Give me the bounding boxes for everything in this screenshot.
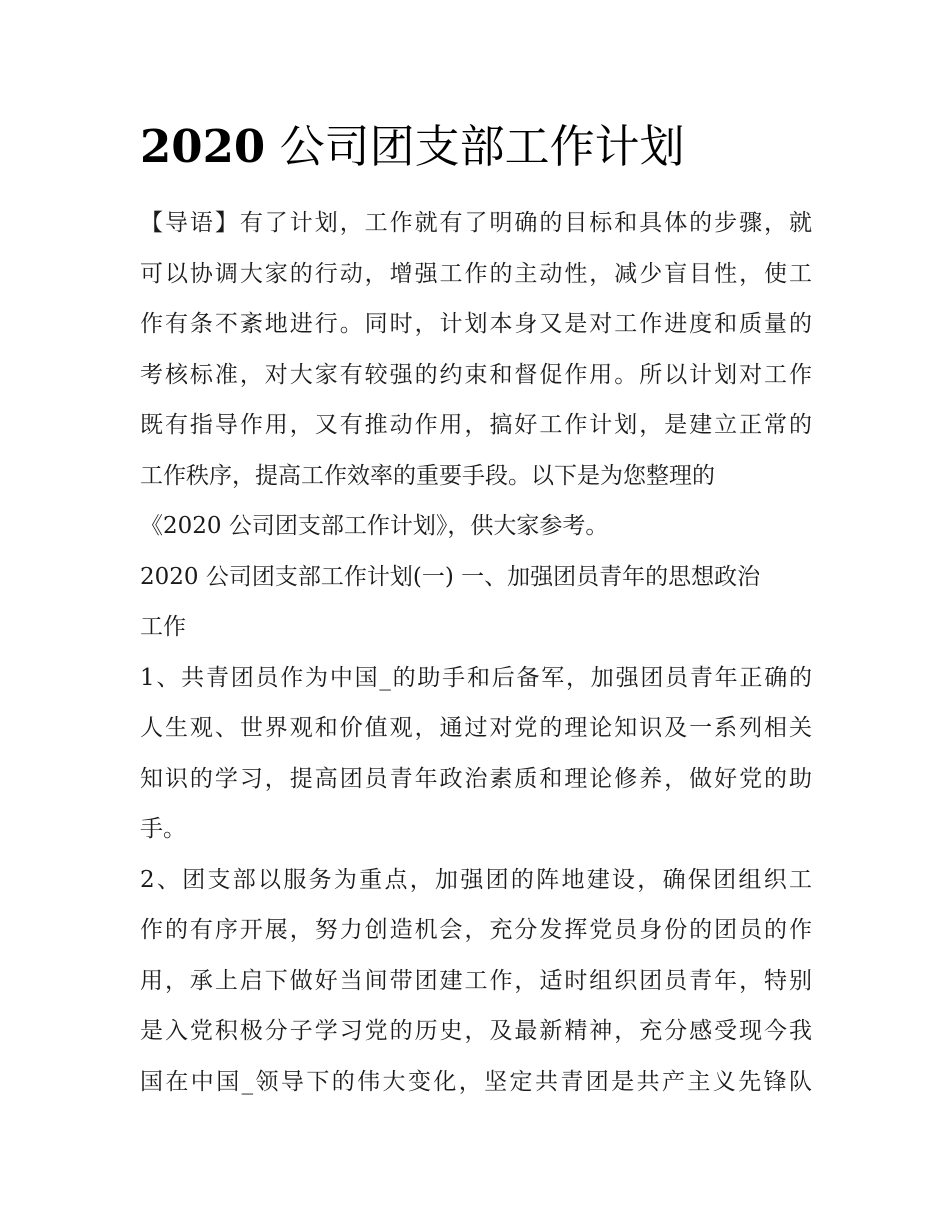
body-line: 既有指导作用，又有推动作用，搞好工作计划，是建立正常的 xyxy=(140,412,812,438)
title-text: 公司团支部工作计划 xyxy=(279,120,685,173)
body-line: 《2020 公司团支部工作计划》，供大家参考。 xyxy=(140,513,609,539)
body-line: 2、团支部以服务为重点，加强团的阵地建设，确保团组织工 xyxy=(140,866,812,893)
body-line: 【导语】有了计划，工作就有了明确的目标和具体的步骤，就 xyxy=(140,210,812,236)
title-year: 2020 xyxy=(140,120,266,173)
body-line: 作有条不紊地进行。同时，计划本身又是对工作进度和质量的 xyxy=(140,311,812,337)
page-title xyxy=(140,112,840,182)
body-line: 工作秩序，提高工作效率的重要手段。以下是为您整理的 xyxy=(140,462,715,489)
body-line: 用，承上启下做好当间带团建工作，适时组织团员青年，特别 xyxy=(140,967,812,994)
document-body xyxy=(140,198,812,1107)
body-line: 可以协调大家的行动，增强工作的主动性，减少盲目性，使工 xyxy=(140,260,812,287)
body-line: 人生观、世界观和价值观，通过对党的理论知识及一系列相关 xyxy=(140,715,812,741)
body-line: 手。 xyxy=(140,816,186,842)
body-line: 1、共青团员作为中国_的助手和后备军，加强团员青年正确的 xyxy=(140,664,812,691)
body-line: 考核标准，对大家有较强的约束和督促作用。所以计划对工作 xyxy=(140,361,812,388)
body-line: 工作 xyxy=(140,614,186,640)
body-line: 作的有序开展，努力创造机会，充分发挥党员身份的团员的作 xyxy=(140,917,812,943)
body-line: 国在中国_领导下的伟大变化，坚定共青团是共产主义先锋队 xyxy=(140,1068,812,1095)
body-line: 2020 公司团支部工作计划(一) 一、加强团员青年的思想政治 xyxy=(140,563,761,590)
body-line: 知识的学习，提高团员青年政治素质和理论修养，做好党的助 xyxy=(140,765,812,792)
body-line: 是入党积极分子学习党的历史，及最新精神，充分感受现今我 xyxy=(140,1018,812,1044)
